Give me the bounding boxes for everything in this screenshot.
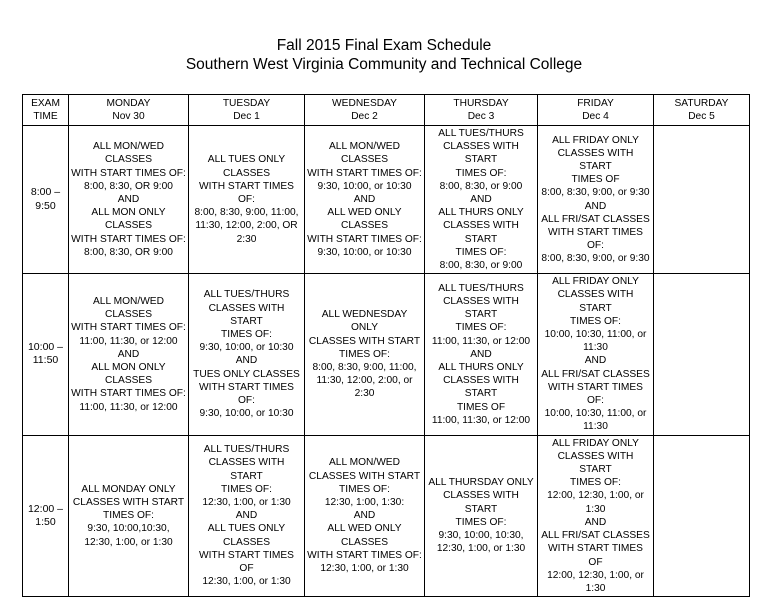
schedule-cell-line: WITH START TIMES OF (199, 549, 294, 575)
schedule-cell-line: CLASSES WITH START (443, 375, 519, 400)
schedule-cell-friday (538, 274, 654, 435)
schedule-cell-line: 8:00, 8:30, OR 9:00 (84, 180, 173, 192)
schedule-cell-line: ALL MON/WED CLASSES (329, 141, 400, 166)
schedule-cell-line: 1:30 (585, 503, 606, 515)
schedule-cell-line: 9:30, 10:00, or 10:30 (199, 408, 294, 420)
schedule-cell-line: CLASSES WITH START (557, 147, 634, 172)
column-header-sub: TIME (33, 111, 58, 122)
schedule-cell-thursday (425, 126, 538, 274)
schedule-cell-line: WITH START TIMES OF: (548, 227, 643, 252)
schedule-cell-line: 12:30, 1:00, or 1:30 (202, 497, 291, 509)
schedule-cell-line: 10:00, 10:30, 11:00, or (544, 408, 647, 420)
schedule-cell-line: 11:00, 11:30, or 12:00 (79, 335, 178, 347)
schedule-cell-line: ALL THURS ONLY (438, 362, 524, 374)
schedule-cell-line: CLASSES WITH START (557, 289, 634, 314)
schedule-cell-line: AND (117, 194, 140, 206)
schedule-cell-line: 11:00, 11:30, or 12:00 (431, 335, 531, 347)
schedule-cell-line: AND (470, 348, 492, 360)
schedule-cell-line: TIMES OF: (570, 477, 621, 489)
schedule-cell-line: TIMES OF: (103, 510, 154, 522)
schedule-cell-line: TIMES OF: (570, 315, 621, 327)
column-header-date: Dec 3 (467, 111, 495, 122)
schedule-cell-line: TIMES OF (456, 401, 506, 413)
schedule-cell-line: ALL WED ONLY CLASSES (327, 523, 402, 548)
schedule-cell-line: 8:00, 8:30, OR 9:00 (84, 246, 173, 258)
schedule-cell-line: 9:30, 10:00, or 10:30 (317, 180, 412, 192)
schedule-cell-line: CLASSES WITH START (443, 141, 519, 166)
column-header-thursday (425, 95, 538, 126)
table-row (23, 126, 750, 274)
schedule-cell-line: WITH START TIMES OF: (307, 549, 422, 561)
column-header-wednesday (305, 95, 425, 126)
column-header-name: WEDNESDAY (332, 97, 397, 109)
schedule-cell-line: ALL WED ONLY CLASSES (327, 207, 402, 232)
schedule-cell-line: 2:30 (236, 233, 257, 245)
column-header-date: Dec 4 (582, 111, 609, 122)
schedule-cell-line: 12:30, 1:00, or 1:30 (84, 536, 173, 548)
header-row (23, 95, 750, 126)
schedule-cell-saturday (654, 126, 750, 274)
schedule-cell-line: TIMES OF: (455, 167, 507, 179)
column-header-monday (69, 95, 189, 126)
schedule-cell-line: ALL TUES ONLY CLASSES (207, 154, 286, 179)
schedule-cell-line: WITH START TIMES OF: (71, 388, 186, 400)
schedule-cell-line: WITH START TIMES OF: (71, 322, 186, 334)
column-header-exam-time (23, 95, 69, 126)
exam-time-line: 11:50 (32, 354, 59, 367)
schedule-cell-line: TIMES OF (571, 174, 620, 186)
schedule-cell-saturday (654, 435, 750, 596)
schedule-cell-line: TIMES OF: (339, 348, 390, 360)
schedule-cell-line: ALL THURS ONLY (438, 207, 524, 219)
schedule-cell-line: 12:30, 1:00, 1:30: (324, 497, 405, 509)
schedule-cell-line: CLASSES WITH START (208, 302, 285, 327)
schedule-cell-line: 9:30, 10:00, 10:30, (438, 530, 524, 542)
schedule-cell-line: ALL FRIDAY ONLY (552, 134, 639, 146)
schedule-cell-line: TIMES OF: (455, 322, 507, 334)
table-row (23, 435, 750, 596)
schedule-cell-tuesday (189, 274, 305, 435)
schedule-cell-line: WITH START TIMES OF: (199, 180, 294, 206)
schedule-cell-friday (538, 435, 654, 596)
schedule-cell-line: 11:30, 12:00, 2:00, or (316, 375, 413, 387)
schedule-cell-line: 12:30, 1:00, or 1:30 (202, 576, 291, 588)
schedule-cell-line: 1:30 (585, 582, 606, 594)
schedule-cell-line: TIMES OF: (455, 246, 507, 258)
schedule-cell-line: CLASSES WITH START (208, 457, 285, 482)
schedule-cell-line: 8:00, 8:30, or 9:00 (439, 180, 523, 192)
schedule-cell-line: ALL MON/WED (329, 457, 400, 469)
page-subtitle: Southern West Virginia Community and Technical College (185, 56, 583, 73)
schedule-cell-line: 11:00, 11:30, or 12:00 (431, 414, 531, 426)
schedule-cell-line: CLASSES WITH START (443, 220, 519, 245)
column-header-name: TUESDAY (222, 97, 271, 109)
column-header-saturday (654, 95, 750, 126)
page-title: Fall 2015 Final Exam Schedule (276, 37, 492, 54)
exam-time-line: 12:00 – (27, 502, 64, 515)
schedule-cell-line: 11:30 (583, 342, 608, 354)
column-header-date: Dec 5 (688, 111, 715, 122)
schedule-cell-line: ALL TUES/THURS (203, 289, 290, 301)
schedule-cell-line: WITH START TIMES OF: (199, 381, 294, 407)
schedule-cell-saturday (654, 274, 750, 435)
schedule-cell-line: ALL FRIDAY ONLY (552, 276, 639, 288)
schedule-cell-line: 8:00, 8:30, 9:00, or 9:30 (541, 253, 650, 265)
schedule-cell-line: ALL MON ONLY CLASSES (91, 362, 166, 387)
schedule-cell-line: 9:30, 10:00, or 10:30 (199, 342, 294, 354)
schedule-cell-line: AND (584, 516, 607, 528)
exam-time-line: 9:50 (35, 199, 56, 212)
schedule-cell-line: 8:00, 8:30, 9:00, 11:00, (312, 362, 417, 374)
schedule-cell-line: WITH START TIMES OF: (307, 167, 422, 179)
schedule-cell-line: ALL TUES ONLY CLASSES (207, 523, 286, 548)
schedule-cell-line: WITH START TIMES OF: (307, 233, 422, 245)
schedule-cell-line: 12:00, 12:30, 1:00, or (547, 490, 644, 502)
schedule-cell-tuesday (189, 126, 305, 274)
schedule-cell-line: CLASSES WITH START (443, 296, 519, 321)
schedule-cell-line: AND (584, 200, 607, 212)
table-row (23, 274, 750, 435)
schedule-cell-line: WITH START TIMES OF (548, 543, 643, 568)
schedule-cell-tuesday (189, 435, 305, 596)
schedule-cell-line: AND (470, 194, 492, 206)
exam-schedule-table (22, 94, 750, 597)
schedule-cell-line: ALL TUES/THURS (203, 444, 290, 456)
exam-time-line: 8:00 – (30, 186, 61, 199)
schedule-cell-line: CLASSES WITH START (308, 470, 421, 482)
schedule-cell-line: 8:00, 8:30, or 9:00 (439, 260, 523, 272)
column-header-tuesday (189, 95, 305, 126)
schedule-cell-line: TUES ONLY CLASSES (193, 368, 300, 380)
schedule-cell-line: WITH START TIMES OF: (548, 381, 643, 407)
schedule-cell-wednesday (305, 274, 425, 435)
schedule-cell-line: ALL WEDNESDAY ONLY (321, 309, 408, 334)
schedule-cell-line: TIMES OF: (455, 516, 507, 528)
schedule-cell-line: 9:30, 10:00, or 10:30 (317, 246, 412, 258)
schedule-cell-line: ALL FRI/SAT CLASSES (541, 530, 650, 542)
schedule-cell-monday (69, 274, 189, 435)
schedule-cell-line: CLASSES WITH START (308, 335, 421, 347)
exam-time-cell (23, 274, 69, 435)
schedule-cell-line: ALL TUES/THURS (438, 282, 524, 294)
schedule-cell-line: TIMES OF: (221, 483, 272, 495)
schedule-cell-line: AND (584, 355, 607, 367)
schedule-cell-line: ALL FRIDAY ONLY (552, 437, 639, 449)
schedule-cell-thursday (425, 274, 538, 435)
column-header-date: Dec 1 (233, 111, 260, 122)
schedule-cell-line: AND (353, 194, 376, 206)
exam-time-line: 1:50 (35, 515, 56, 528)
schedule-cell-line: TIMES OF: (221, 329, 272, 341)
column-header-name: EXAM (31, 97, 60, 109)
schedule-cell-line: AND (235, 510, 258, 522)
schedule-cell-line: TIMES OF: (339, 483, 390, 495)
schedule-cell-line: CLASSES WITH START (443, 490, 519, 515)
schedule-cell-line: AND (353, 510, 376, 522)
schedule-cell-line: CLASSES WITH START (72, 497, 185, 509)
schedule-cell-thursday (425, 435, 538, 596)
exam-time-line: 10:00 – (27, 341, 64, 354)
schedule-cell-line: ALL THURSDAY ONLY (428, 477, 534, 489)
schedule-cell-line: 11:00, 11:30, or 12:00 (79, 401, 178, 413)
schedule-cell-line: WITH START TIMES OF: (71, 167, 186, 179)
column-header-date: Dec 2 (351, 111, 378, 122)
schedule-cell-line: 12:30, 1:00, or 1:30 (320, 563, 409, 575)
schedule-cell-line: 11:30 (583, 421, 608, 433)
schedule-cell-line: CLASSES WITH START (557, 450, 634, 476)
column-header-name: THURSDAY (453, 97, 509, 109)
exam-time-cell (23, 435, 69, 596)
column-header-friday (538, 95, 654, 126)
schedule-cell-line: 12:00, 12:30, 1:00, or (547, 569, 644, 581)
schedule-cell-line: ALL MON/WED CLASSES (93, 296, 164, 321)
schedule-cell-line: AND (117, 348, 140, 360)
schedule-cell-friday (538, 126, 654, 274)
column-header-name: SATURDAY (674, 97, 729, 109)
schedule-cell-wednesday (305, 435, 425, 596)
column-header-name: MONDAY (106, 97, 151, 109)
schedule-cell-line: 9:30, 10:00,10:30, (87, 523, 170, 535)
schedule-cell-line: ALL MONDAY ONLY (81, 483, 176, 495)
schedule-cell-line: ALL MON/WED CLASSES (93, 141, 164, 166)
schedule-cell-monday (69, 126, 189, 274)
schedule-cell-line: ALL TUES/THURS (438, 128, 524, 139)
schedule-cell-line: ALL FRI/SAT CLASSES (541, 213, 650, 225)
schedule-cell-line: ALL FRI/SAT CLASSES (541, 368, 650, 380)
schedule-cell-line: 11:30, 12:00, 2:00, OR (195, 220, 298, 232)
schedule-cell-line: ALL MON ONLY CLASSES (91, 207, 166, 232)
schedule-cell-line: 8:00, 8:30, 9:00, 11:00, (194, 207, 299, 219)
schedule-cell-line: 8:00, 8:30, 9:00, or 9:30 (541, 187, 650, 199)
exam-time-cell (23, 126, 69, 274)
schedule-cell-wednesday (305, 126, 425, 274)
schedule-cell-monday (69, 435, 189, 596)
schedule-cell-line: 12:30, 1:00, or 1:30 (436, 543, 526, 555)
schedule-cell-line: 10:00, 10:30, 11:00, or (544, 329, 647, 341)
column-header-date: Nov 30 (112, 111, 145, 122)
schedule-cell-line: 2:30 (354, 388, 375, 400)
schedule-cell-line: AND (235, 355, 258, 367)
schedule-cell-line: WITH START TIMES OF: (71, 233, 186, 245)
column-header-name: FRIDAY (577, 97, 614, 109)
